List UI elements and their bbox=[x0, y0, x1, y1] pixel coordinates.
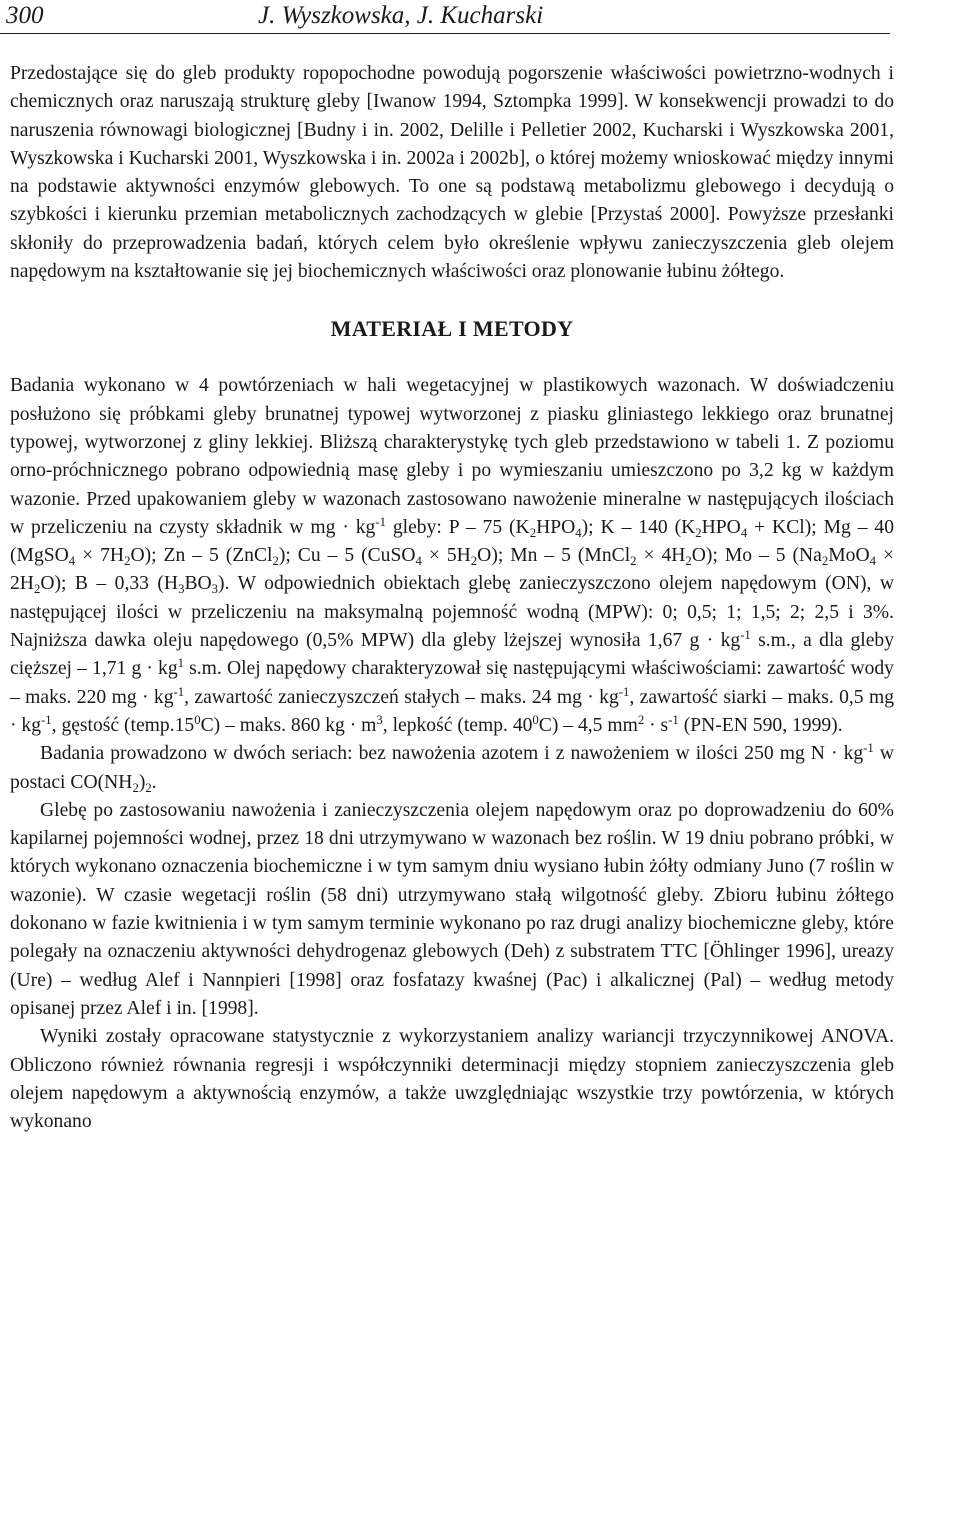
superscript: 0 bbox=[194, 712, 201, 727]
header-rule bbox=[0, 33, 890, 34]
running-head: J. Wyszkowska, J. Kucharski bbox=[258, 2, 544, 29]
methods-paragraph-2 bbox=[10, 740, 894, 797]
subscript: 2 bbox=[132, 780, 139, 795]
superscript: -1 bbox=[668, 712, 679, 727]
text-run: × 4H bbox=[636, 545, 686, 567]
subscript: 4 bbox=[740, 525, 748, 540]
superscript: -1 bbox=[173, 684, 185, 699]
subscript: 4 bbox=[575, 525, 582, 540]
text-run: MoO bbox=[828, 545, 870, 567]
subscript: 2 bbox=[145, 780, 152, 795]
subscript: 4 bbox=[869, 553, 876, 568]
superscript: 3 bbox=[376, 712, 383, 727]
subscript: 3 bbox=[178, 582, 185, 597]
subscript: 2 bbox=[821, 553, 829, 568]
superscript: -1 bbox=[41, 712, 52, 727]
text-run: , gęstość (temp.15 bbox=[51, 714, 195, 736]
text-run: , zawartość zanieczyszczeń stałych – maks. 24 mg · kg bbox=[184, 686, 619, 708]
subscript: 3 bbox=[211, 582, 219, 597]
subscript: 2 bbox=[33, 582, 41, 597]
page-header bbox=[0, 0, 960, 34]
text-run: . bbox=[151, 771, 157, 793]
text-run: ). W odpowiednich obiektach glebę zanieczyszczono olejem napędowym (ON), w następującej ilości w przeliczeniu na maksymalną pojemność wodną (MPW): 0; 0,5; 1; 1,5; 2; 2,5 i 3%. Najniższa dawka oleju napędowego (0,5% MPW) dla gleby lżejszej wynosiła 1,67 g · kg bbox=[10, 573, 894, 652]
text-run: Badania wykonano w 4 powtórzeniach w hali wegetacyjnej w plastikowych wazonach. W doświadczeniu posłużono się próbkami gleby brunatnej typowej wytworzonej z piasku gliniastego lekkiego oraz brunatnej typowej, wytworzonej z gliny lekkiej. Bliższą charakterystykę tych gleb przedstawiono w tabeli 1. Z poziomu orno-próchnicznego pobrano odpowiednią masę gleby i po wymieszaniu umieszczono po 3,2 kg w każdym wazonie. Przed upakowaniem gleby w wazonach zastosowano nawożenie mineralne w następujących ilościach w przeliczeniu na czysty składnik w mg · kg bbox=[10, 375, 894, 538]
text-run: gleby: P – 75 (K bbox=[385, 516, 530, 538]
text-run: HPO bbox=[536, 516, 576, 538]
subscript: 2 bbox=[529, 525, 537, 540]
subscript: 4 bbox=[415, 553, 422, 568]
section-heading: MATERIAŁ I METODY bbox=[330, 316, 574, 342]
text-run: , lepkość (temp. 40 bbox=[382, 714, 533, 736]
subscript: 2 bbox=[470, 553, 478, 568]
text-run: × 7H bbox=[75, 545, 125, 567]
text-run: s.m., a dla gleby cięższej – 1,71 g · kg bbox=[10, 630, 894, 680]
text-run: C) – 4,5 mm bbox=[538, 714, 638, 736]
body-text bbox=[10, 60, 894, 1136]
superscript: -1 bbox=[740, 628, 751, 643]
superscript: -1 bbox=[375, 514, 386, 529]
superscript: 2 bbox=[637, 712, 645, 727]
subscript: 2 bbox=[630, 553, 637, 568]
text-run: + KCl); Mg – 40 (MgSO bbox=[10, 516, 895, 567]
superscript: -1 bbox=[618, 684, 630, 699]
text-run: × 5H bbox=[421, 545, 471, 567]
page-number: 300 bbox=[6, 2, 44, 29]
text-run: O); Mn – 5 (MnCl bbox=[477, 545, 631, 567]
subscript: 2 bbox=[124, 553, 131, 568]
subscript: 2 bbox=[695, 525, 702, 540]
text-run: BO bbox=[184, 573, 212, 595]
superscript: 0 bbox=[532, 712, 539, 727]
text-run: ); Cu – 5 (CuSO bbox=[278, 545, 416, 567]
text-run: s.m. Olej napędowy charakteryzował się następującymi właściwościami: zawartość wody – maks. 220 mg · kg bbox=[10, 658, 894, 708]
text-run: w postaci CO(NH bbox=[10, 743, 894, 793]
subscript: 2 bbox=[685, 553, 692, 568]
methods-paragraph-4: Wyniki zostały opracowane statystycznie z wykorzystaniem analizy wariancji trzyczynnikowej ANOVA. Obliczono również równania regresji i współczynniki determinacji między stopniem zanieczyszczenia gleb olejem napędowym a aktywnością enzymów, a także uwzględniając wszystkie trzy powtórzenia, w których wykonano bbox=[10, 1026, 894, 1133]
methods-paragraph-1 bbox=[10, 372, 894, 740]
text-run: O); Mo – 5 (Na bbox=[691, 545, 822, 567]
text-run: , zawartość siarki – maks. 0,5 mg · kg bbox=[10, 686, 895, 736]
text-run: · s bbox=[644, 714, 669, 736]
text-run: ) bbox=[138, 771, 146, 793]
superscript: -1 bbox=[863, 741, 874, 756]
text-run: Badania prowadzono w dwóch seriach: bez nawożenia azotem i z nawożeniem w ilości 250 mg N · kg bbox=[40, 743, 864, 765]
text-run: O); B – 0,33 (H bbox=[40, 573, 179, 595]
superscript: 1 bbox=[177, 656, 185, 671]
text-run: ); K – 140 (K bbox=[581, 516, 696, 538]
text-run: O); Zn – 5 (ZnCl bbox=[130, 545, 273, 567]
subscript: 4 bbox=[68, 553, 76, 568]
text-run: × 2H bbox=[10, 545, 894, 595]
intro-paragraph: Przedostające się do gleb produkty ropopochodne powodują pogorszenie właściwości powietrzno-wodnych i chemicznych oraz naruszają strukturę gleby [Iwanow 1994, Sztompka 1999]. W konsekwencji prowadzi to do naruszenia równowagi biologicznej [Budny i in. 2002, Delille i Pelletier 2002, Kucharski i Wyszkowska 2001, Wyszkowska i Kucharski 2001, Wyszkowska i in. 2002a i 2002b], o której możemy wnioskować między innymi na podstawie aktywności enzymów glebowych. To one są podstawą metabolizmu glebowego i decydują o szybkości i kierunku przemian metabolicznych zachodzących w glebie [Przystaś 2000]. Powyższe przesłanki skłoniły do przeprowadzenia badań, których celem było określenie wpływu zanieczyszczenia gleb olejem napędowym na kształtowanie się jej biochemicznych właściwości oraz plonowanie łubinu żółtego. bbox=[10, 63, 894, 283]
text-run: HPO bbox=[701, 516, 741, 538]
text-run: C) – maks. 860 kg · m bbox=[200, 714, 377, 736]
subscript: 2 bbox=[272, 553, 279, 568]
text-run: (PN-EN 590, 1999). bbox=[678, 714, 843, 736]
methods-paragraph-3: Glebę po zastosowaniu nawożenia i zanieczyszczenia olejem napędowym oraz po doprowadzeniu do 60% kapilarnej pojemności wodnej, przez 18 dni utrzymywano w wazonach bez roślin. W 19 dniu pobrano próbki, w których wykonano oznaczenia biochemiczne i w tym samym dniu wysiano łubin żółty odmiany Juno (7 roślin w wazonie). W czasie wegetacji roślin (58 dni) utrzymywano stałą wilgotność gleby. Zbioru łubinu żółtego dokonano w fazie kwitnienia i w tym samym terminie wykonano po raz drugi analizy biochemiczne gleby, które polegały na oznaczeniu aktywności dehydrogenaz glebowych (Deh) z substratem TTC [Öhlinger 1996], ureazy (Ure) – według Alef i Nannpieri [1998] oraz fosfatazy kwaśnej (Pac) i alkalicznej (Pal) – według metody opisanej przez Alef i in. [1998]. bbox=[10, 799, 894, 1019]
